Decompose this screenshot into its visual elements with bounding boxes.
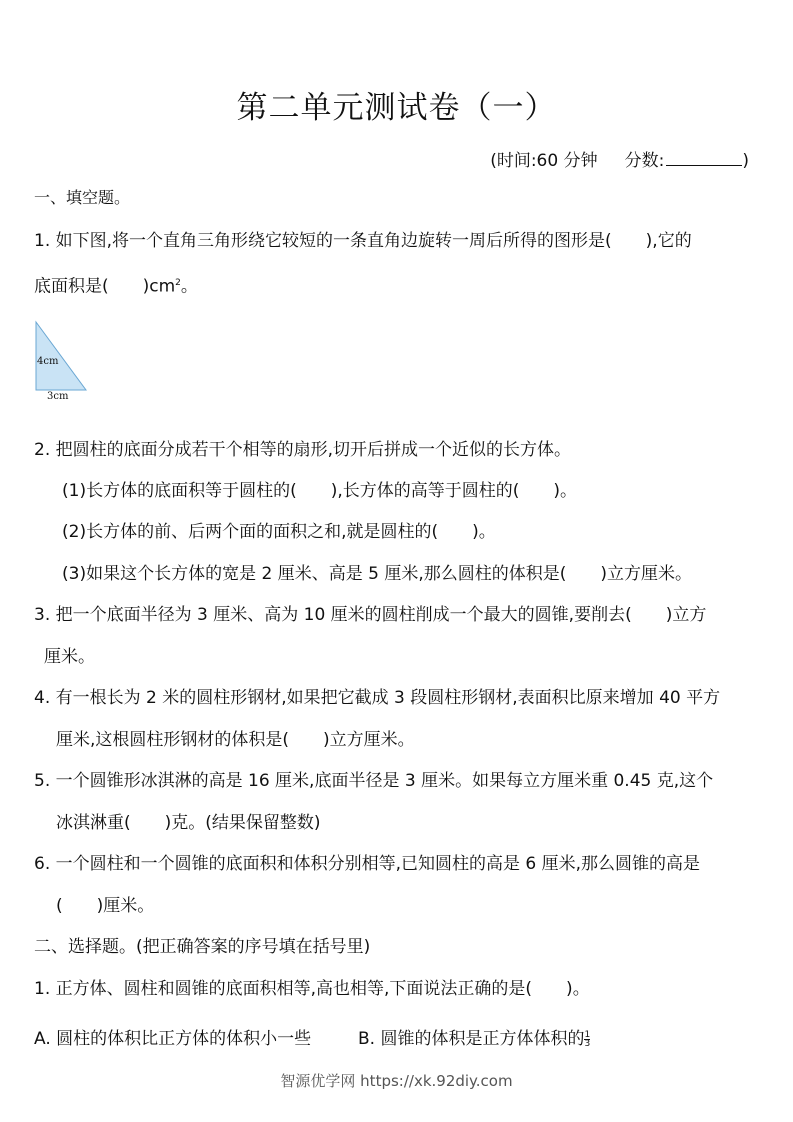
score-label: 分数: <box>624 151 665 171</box>
time-score-info <box>490 146 749 171</box>
q1-text: 底面积是( )cm <box>34 276 176 297</box>
score-blank <box>666 151 742 166</box>
choice-1-option-b <box>358 1027 590 1051</box>
time-label: (时间:60 分钟 <box>490 151 598 171</box>
option-b-text: B. 圆锥的体积是正方体体积的 <box>358 1029 585 1049</box>
footer-watermark: 智源优学网 https://xk.92diy.com <box>280 1072 513 1090</box>
question-4-line-2: 厘米,这根圆柱形钢材的体积是( )立方厘米。 <box>56 730 415 750</box>
triangle-horizontal-label: 3cm <box>47 391 69 402</box>
fraction-numerator: 1 <box>584 1029 591 1040</box>
page-title: 第二单元测试卷（一） <box>236 90 557 126</box>
question-5-line-2: 冰淇淋重( )克。(结果保留整数) <box>56 813 321 833</box>
question-1-line-2 <box>34 271 198 299</box>
question-2-sub-2: (2)长方体的前、后两个面的面积之和,就是圆柱的( )。 <box>62 522 496 542</box>
triangle-vertical-label: 4cm <box>37 356 59 367</box>
question-3-line-1: 3. 把一个底面半径为 3 厘米、高为 10 厘米的圆柱削成一个最大的圆锥,要削去( )立方 <box>34 605 707 625</box>
question-5-line-1: 5. 一个圆锥形冰淇淋的高是 16 厘米,底面半径是 3 厘米。如果每立方厘米重 0.45 克,这个 <box>34 771 714 791</box>
question-4-line-1: 4. 有一根长为 2 米的圆柱形钢材,如果把它截成 3 段圆柱形钢材,表面积比原来增加 40 平方 <box>34 688 721 708</box>
question-2-sub-1: (1)长方体的底面积等于圆柱的( ),长方体的高等于圆柱的( )。 <box>62 481 578 501</box>
question-6-line-2: ( )厘米。 <box>56 896 155 916</box>
choice-1-option-a: A. 圆柱的体积比正方体的体积小一些 <box>34 1029 312 1049</box>
meta-close: ) <box>742 151 749 171</box>
q1-exponent: 2 <box>175 278 181 288</box>
section-fill-in: 一、填空题。 <box>34 188 131 207</box>
one-third-fraction <box>584 1031 590 1048</box>
fraction-denominator: 3 <box>584 1038 591 1049</box>
question-2-line-1: 2. 把圆柱的底面分成若干个相等的扇形,切开后拼成一个近似的长方体。 <box>34 440 572 460</box>
question-1-line-1: 1. 如下图,将一个直角三角形绕它较短的一条直角边旋转一周后所得的图形是( ),它的 <box>34 231 692 251</box>
section-multiple-choice: 二、选择题。(把正确答案的序号填在括号里) <box>34 937 371 957</box>
question-2-sub-3: (3)如果这个长方体的宽是 2 厘米、高是 5 厘米,那么圆柱的体积是( )立方厘米。 <box>62 564 692 584</box>
q1-end: 。 <box>180 276 198 297</box>
choice-1-line-1: 1. 正方体、圆柱和圆锥的底面积相等,高也相等,下面说法正确的是( )。 <box>34 979 590 999</box>
question-6-line-1: 6. 一个圆柱和一个圆锥的底面积和体积分别相等,已知圆柱的高是 6 厘米,那么圆锥的高是 <box>34 854 701 874</box>
question-3-line-2: 厘米。 <box>44 647 95 667</box>
